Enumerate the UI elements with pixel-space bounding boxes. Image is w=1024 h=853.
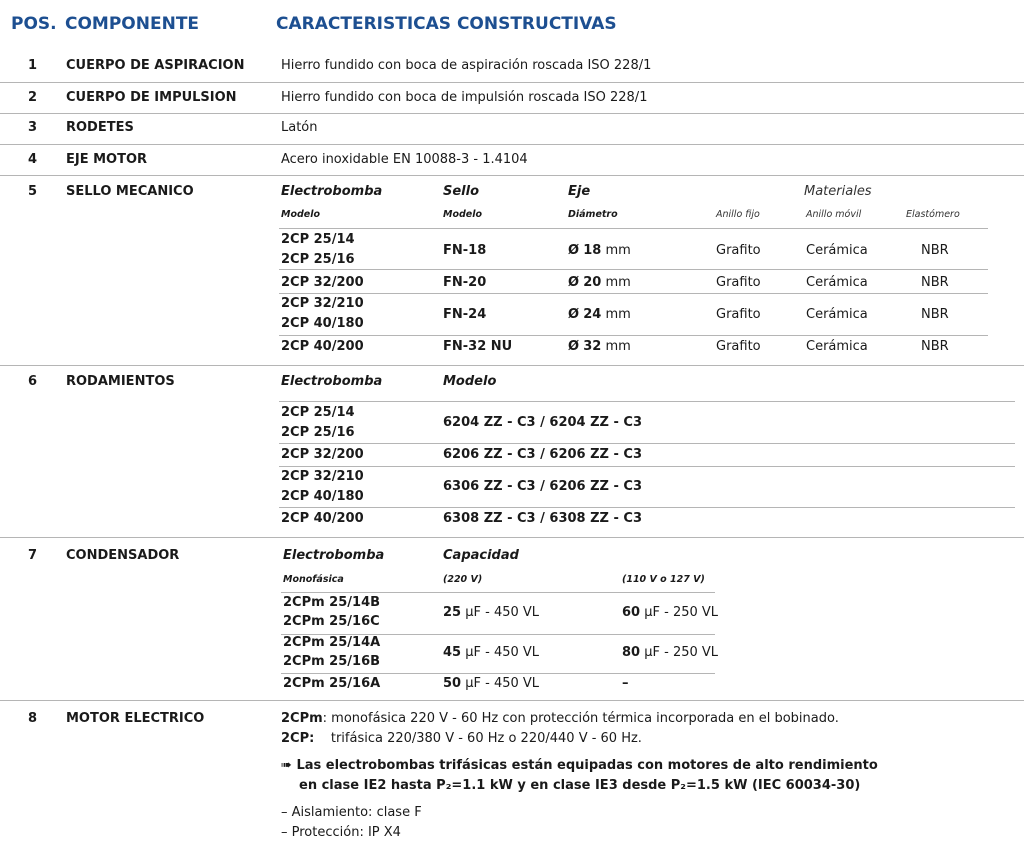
seal-elastomer: NBR bbox=[921, 307, 949, 322]
motor-protection: – Protección: IP X4 bbox=[281, 825, 401, 840]
capacitor-model: 2CPm 25/14B bbox=[283, 595, 381, 610]
row-component: CUERPO DE ASPIRACION bbox=[66, 58, 245, 73]
bearing-pump-model: 2CP 32/200 bbox=[281, 447, 364, 462]
bearing-model: 6206 ZZ - C3 / 6206 ZZ - C3 bbox=[443, 447, 642, 462]
capacitor-220v-value: 25 µF - 450 VL bbox=[443, 605, 540, 620]
seal-model: 2CP 25/16 bbox=[281, 252, 355, 267]
row-component: CUERPO DE IMPULSION bbox=[66, 90, 237, 105]
capacitor-110v-value: 80 µF - 250 VL bbox=[622, 645, 719, 660]
row-separator bbox=[0, 175, 1024, 176]
row-pos: 2 bbox=[28, 90, 38, 105]
capacitor-separator bbox=[281, 592, 715, 593]
seal-header-eje: Eje bbox=[568, 184, 591, 199]
motor-line-single-phase: 2CPm: monofásica 220 V - 60 Hz con protección térmica incorporada en el bobinado. bbox=[281, 711, 839, 726]
row-pos: 6 bbox=[28, 374, 38, 389]
seal-model: 2CP 40/200 bbox=[281, 339, 364, 354]
seal-separator bbox=[279, 335, 988, 336]
seal-ring-moving: Cerámica bbox=[806, 307, 868, 322]
capacitor-sub-monofasica: Monofásica bbox=[283, 574, 344, 585]
seal-ring-moving: Cerámica bbox=[806, 275, 868, 290]
seal-code: FN-32 NU bbox=[443, 339, 513, 354]
seal-code: FN-20 bbox=[443, 275, 487, 290]
row-component: MOTOR ELECTRICO bbox=[66, 711, 205, 726]
header-componente: COMPONENTE bbox=[65, 14, 200, 34]
row-component: SELLO MECANICO bbox=[66, 184, 194, 199]
seal-model: 2CP 40/180 bbox=[281, 316, 364, 331]
capacitor-header-capacidad: Capacidad bbox=[443, 548, 519, 563]
row-separator bbox=[0, 700, 1024, 701]
seal-model: 2CP 32/200 bbox=[281, 275, 364, 290]
bearing-pump-model: 2CP 40/180 bbox=[281, 489, 364, 504]
row-pos: 3 bbox=[28, 120, 38, 135]
bearing-separator bbox=[279, 466, 1015, 467]
capacitor-header-electrobomba: Electrobomba bbox=[283, 548, 385, 563]
capacitor-220v-value: 45 µF - 450 VL bbox=[443, 645, 540, 660]
bearing-model: 6204 ZZ - C3 / 6204 ZZ - C3 bbox=[443, 415, 642, 430]
seal-ring-fixed: Grafito bbox=[716, 275, 761, 290]
bearing-separator bbox=[279, 401, 1015, 402]
seal-ring-fixed: Grafito bbox=[716, 339, 761, 354]
seal-diameter: Ø 24 mm bbox=[568, 307, 631, 322]
header-pos: POS. bbox=[11, 14, 57, 34]
seal-diameter: Ø 18 mm bbox=[568, 243, 631, 258]
row-component: CONDENSADOR bbox=[66, 548, 180, 563]
row-pos: 1 bbox=[28, 58, 38, 73]
seal-header-materiales: Materiales bbox=[804, 184, 872, 199]
motor-insulation: – Aislamiento: clase F bbox=[281, 805, 422, 820]
row-separator bbox=[0, 113, 1024, 114]
row-description: Hierro fundido con boca de impulsión roscada ISO 228/1 bbox=[281, 90, 648, 105]
seal-sub-anillo-fijo: Anillo fijo bbox=[716, 209, 760, 220]
seal-ring-moving: Cerámica bbox=[806, 243, 868, 258]
seal-sub-diametro: Diámetro bbox=[568, 209, 618, 220]
bearing-pump-model: 2CP 25/14 bbox=[281, 405, 355, 420]
bearing-model: 6308 ZZ - C3 / 6308 ZZ - C3 bbox=[443, 511, 642, 526]
seal-elastomer: NBR bbox=[921, 275, 949, 290]
row-pos: 8 bbox=[28, 711, 38, 726]
capacitor-model: 2CPm 25/16C bbox=[283, 614, 380, 629]
row-description: Hierro fundido con boca de aspiración roscada ISO 228/1 bbox=[281, 58, 652, 73]
seal-elastomer: NBR bbox=[921, 339, 949, 354]
row-description: Acero inoxidable EN 10088-3 - 1.4104 bbox=[281, 152, 528, 167]
arrow-icon: ➠ bbox=[281, 758, 292, 773]
bearing-separator bbox=[279, 443, 1015, 444]
seal-ring-moving: Cerámica bbox=[806, 339, 868, 354]
row-component: RODAMIENTOS bbox=[66, 374, 175, 389]
row-component: EJE MOTOR bbox=[66, 152, 148, 167]
seal-header-sello: Sello bbox=[443, 184, 480, 199]
bearing-pump-model: 2CP 40/200 bbox=[281, 511, 364, 526]
seal-elastomer: NBR bbox=[921, 243, 949, 258]
capacitor-separator bbox=[281, 673, 715, 674]
capacitor-model: 2CPm 25/16B bbox=[283, 654, 381, 669]
capacitor-110v-value: 60 µF - 250 VL bbox=[622, 605, 719, 620]
bearing-header-modelo: Modelo bbox=[443, 374, 497, 389]
capacitor-110v-value: – bbox=[622, 676, 629, 691]
seal-code: FN-18 bbox=[443, 243, 487, 258]
seal-model: 2CP 25/14 bbox=[281, 232, 355, 247]
seal-ring-fixed: Grafito bbox=[716, 307, 761, 322]
bearing-header-electrobomba: Electrobomba bbox=[281, 374, 383, 389]
seal-separator bbox=[279, 293, 988, 294]
row-pos: 7 bbox=[28, 548, 38, 563]
seal-sub-elastomero: Elastómero bbox=[906, 209, 960, 220]
capacitor-220v-value: 50 µF - 450 VL bbox=[443, 676, 540, 691]
row-pos: 5 bbox=[28, 184, 38, 199]
capacitor-sub-110v: (110 V o 127 V) bbox=[622, 574, 705, 585]
bearing-pump-model: 2CP 25/16 bbox=[281, 425, 355, 440]
capacitor-sub-220v: (220 V) bbox=[443, 574, 483, 585]
header-caracteristicas: CARACTERISTICAS CONSTRUCTIVAS bbox=[276, 14, 617, 34]
seal-sub-anillo-movil: Anillo móvil bbox=[806, 209, 862, 220]
row-separator bbox=[0, 365, 1024, 366]
seal-model: 2CP 32/210 bbox=[281, 296, 364, 311]
motor-line-three-phase: 2CP: trifásica 220/380 V - 60 Hz o 220/440 V - 60 Hz. bbox=[281, 731, 642, 746]
seal-separator bbox=[279, 269, 988, 270]
seal-code: FN-24 bbox=[443, 307, 487, 322]
capacitor-model: 2CPm 25/14A bbox=[283, 635, 381, 650]
row-component: RODETES bbox=[66, 120, 134, 135]
seal-sub-modelo: Modelo bbox=[281, 209, 321, 220]
bearing-separator bbox=[279, 507, 1015, 508]
seal-diameter: Ø 32 mm bbox=[568, 339, 631, 354]
seal-sub-sello-modelo: Modelo bbox=[443, 209, 483, 220]
motor-note-line-2: en clase IE2 hasta P₂=1.1 kW y en clase IE3 desde P₂=1.5 kW (IEC 60034-30) bbox=[299, 778, 861, 793]
row-description: Latón bbox=[281, 120, 318, 135]
row-pos: 4 bbox=[28, 152, 38, 167]
seal-separator bbox=[279, 228, 988, 229]
bearing-pump-model: 2CP 32/210 bbox=[281, 469, 364, 484]
motor-note-line-1: ➠ Las electrobombas trifásicas están equipadas con motores de alto rendimiento bbox=[281, 758, 878, 773]
bearing-model: 6306 ZZ - C3 / 6206 ZZ - C3 bbox=[443, 479, 642, 494]
capacitor-model: 2CPm 25/16A bbox=[283, 676, 381, 691]
row-separator bbox=[0, 537, 1024, 538]
seal-diameter: Ø 20 mm bbox=[568, 275, 631, 290]
row-separator bbox=[0, 82, 1024, 83]
row-separator bbox=[0, 144, 1024, 145]
seal-ring-fixed: Grafito bbox=[716, 243, 761, 258]
seal-header-electrobomba: Electrobomba bbox=[281, 184, 383, 199]
